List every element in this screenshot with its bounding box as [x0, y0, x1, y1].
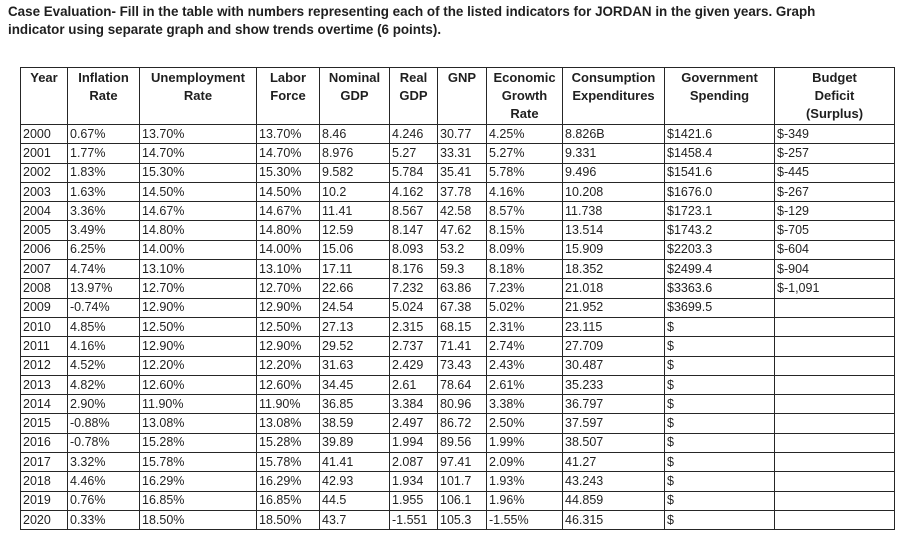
cell-real-gdp: 2.315 — [390, 317, 438, 336]
cell-budget-deficit: $-904 — [775, 260, 895, 279]
table-row — [21, 163, 895, 182]
table-row — [21, 240, 895, 259]
table-row — [21, 182, 895, 201]
cell-economic-growth-rate: 7.23% — [487, 279, 563, 298]
cell-labor-force: 14.80% — [257, 221, 320, 240]
cell-gnp: 68.15 — [438, 317, 487, 336]
cell-government-spending: $1421.6 — [665, 125, 775, 144]
table-row — [21, 414, 895, 433]
cell-budget-deficit: $-349 — [775, 125, 895, 144]
cell-budget-deficit: $-445 — [775, 163, 895, 182]
header-label: Year — [30, 70, 58, 85]
cell-economic-growth-rate: 5.27% — [487, 144, 563, 163]
cell-real-gdp: 1.955 — [390, 491, 438, 510]
cell-budget-deficit: $-257 — [775, 144, 895, 163]
cell-consumption-expenditures: 37.597 — [563, 414, 665, 433]
cell-consumption-expenditures: 41.27 — [563, 453, 665, 472]
cell-government-spending: $ — [665, 433, 775, 452]
cell-labor-force: 14.50% — [257, 182, 320, 201]
table-row — [21, 317, 895, 336]
cell-economic-growth-rate: 4.16% — [487, 182, 563, 201]
cell-labor-force: 15.30% — [257, 163, 320, 182]
header-label: Inflation — [78, 70, 129, 85]
cell-inflation-rate: -0.88% — [68, 414, 140, 433]
cell-consumption-expenditures: 46.315 — [563, 510, 665, 529]
cell-economic-growth-rate: 1.93% — [487, 472, 563, 491]
header-label: Rate — [89, 88, 118, 103]
cell-gnp: 89.56 — [438, 433, 487, 452]
cell-consumption-expenditures: 21.018 — [563, 279, 665, 298]
cell-economic-growth-rate: 1.96% — [487, 491, 563, 510]
cell-labor-force: 14.67% — [257, 202, 320, 221]
cell-consumption-expenditures: 35.233 — [563, 375, 665, 394]
cell-unemployment-rate: 14.80% — [140, 221, 257, 240]
cell-year: 2009 — [21, 298, 68, 317]
cell-year: 2005 — [21, 221, 68, 240]
header-economic-growth-rate — [487, 68, 563, 125]
cell-consumption-expenditures: 9.496 — [563, 163, 665, 182]
heading-line-1: Case Evaluation- Fill in the table with numbers representing each of the listed indicators for JORDAN in the given years. Graph — [8, 4, 816, 19]
table-row — [21, 433, 895, 452]
cell-budget-deficit — [775, 510, 895, 529]
cell-labor-force: 12.70% — [257, 279, 320, 298]
header-real-gdp — [390, 68, 438, 125]
cell-inflation-rate: 4.52% — [68, 356, 140, 375]
cell-unemployment-rate: 18.50% — [140, 510, 257, 529]
cell-consumption-expenditures: 21.952 — [563, 298, 665, 317]
cell-gnp: 63.86 — [438, 279, 487, 298]
cell-consumption-expenditures: 23.115 — [563, 317, 665, 336]
cell-government-spending: $1541.6 — [665, 163, 775, 182]
cell-economic-growth-rate: 2.09% — [487, 453, 563, 472]
cell-year: 2020 — [21, 510, 68, 529]
cell-gnp: 71.41 — [438, 337, 487, 356]
cell-labor-force: 12.20% — [257, 356, 320, 375]
header-nominal-gdp — [320, 68, 390, 125]
cell-labor-force: 11.90% — [257, 395, 320, 414]
cell-gnp: 59.3 — [438, 260, 487, 279]
cell-government-spending: $ — [665, 453, 775, 472]
header-label: (Surplus) — [805, 106, 864, 121]
cell-consumption-expenditures: 27.709 — [563, 337, 665, 356]
cell-gnp: 47.62 — [438, 221, 487, 240]
cell-economic-growth-rate: 8.09% — [487, 240, 563, 259]
header-label: Expenditures — [572, 88, 655, 103]
table-row — [21, 453, 895, 472]
cell-year: 2016 — [21, 433, 68, 452]
cell-year: 2017 — [21, 453, 68, 472]
cell-budget-deficit — [775, 433, 895, 452]
cell-nominal-gdp: 11.41 — [320, 202, 390, 221]
cell-real-gdp: 2.429 — [390, 356, 438, 375]
cell-real-gdp: 5.024 — [390, 298, 438, 317]
cell-gnp: 35.41 — [438, 163, 487, 182]
cell-consumption-expenditures: 15.909 — [563, 240, 665, 259]
cell-gnp: 42.58 — [438, 202, 487, 221]
cell-year: 2007 — [21, 260, 68, 279]
cell-consumption-expenditures: 8.826B — [563, 125, 665, 144]
cell-unemployment-rate: 14.70% — [140, 144, 257, 163]
cell-labor-force: 13.08% — [257, 414, 320, 433]
cell-budget-deficit — [775, 414, 895, 433]
cell-unemployment-rate: 12.70% — [140, 279, 257, 298]
table-row — [21, 472, 895, 491]
cell-real-gdp: 8.147 — [390, 221, 438, 240]
header-label: Rate — [510, 106, 539, 121]
cell-year: 2001 — [21, 144, 68, 163]
cell-inflation-rate: 1.77% — [68, 144, 140, 163]
cell-inflation-rate: 4.85% — [68, 317, 140, 336]
table-row — [21, 202, 895, 221]
cell-economic-growth-rate: 2.50% — [487, 414, 563, 433]
cell-budget-deficit — [775, 317, 895, 336]
cell-budget-deficit — [775, 337, 895, 356]
cell-budget-deficit — [775, 298, 895, 317]
table-row — [21, 221, 895, 240]
cell-labor-force: 12.90% — [257, 337, 320, 356]
cell-nominal-gdp: 8.46 — [320, 125, 390, 144]
header-label: Unemployment — [151, 70, 245, 85]
cell-nominal-gdp: 31.63 — [320, 356, 390, 375]
table-row — [21, 375, 895, 394]
cell-gnp: 30.77 — [438, 125, 487, 144]
cell-inflation-rate: 3.49% — [68, 221, 140, 240]
cell-gnp: 97.41 — [438, 453, 487, 472]
cell-nominal-gdp: 36.85 — [320, 395, 390, 414]
header-label: Labor — [269, 70, 307, 85]
table-header-row — [21, 68, 895, 125]
cell-government-spending: $1458.4 — [665, 144, 775, 163]
cell-real-gdp: 1.994 — [390, 433, 438, 452]
cell-unemployment-rate: 16.29% — [140, 472, 257, 491]
cell-gnp: 67.38 — [438, 298, 487, 317]
cell-government-spending: $1723.1 — [665, 202, 775, 221]
cell-budget-deficit: $-604 — [775, 240, 895, 259]
cell-inflation-rate: 3.32% — [68, 453, 140, 472]
cell-government-spending: $2499.4 — [665, 260, 775, 279]
cell-budget-deficit: $-129 — [775, 202, 895, 221]
table-row — [21, 510, 895, 529]
cell-economic-growth-rate: 2.74% — [487, 337, 563, 356]
cell-consumption-expenditures: 18.352 — [563, 260, 665, 279]
cell-inflation-rate: 4.46% — [68, 472, 140, 491]
cell-nominal-gdp: 15.06 — [320, 240, 390, 259]
cell-real-gdp: 7.232 — [390, 279, 438, 298]
header-label: Spending — [689, 88, 750, 103]
cell-inflation-rate: 2.90% — [68, 395, 140, 414]
cell-real-gdp: 2.737 — [390, 337, 438, 356]
header-label: Deficit — [814, 88, 855, 103]
cell-government-spending: $ — [665, 414, 775, 433]
cell-inflation-rate: 13.97% — [68, 279, 140, 298]
cell-nominal-gdp: 17.11 — [320, 260, 390, 279]
cell-inflation-rate: 3.36% — [68, 202, 140, 221]
header-label: Government — [681, 70, 758, 85]
cell-economic-growth-rate: 8.57% — [487, 202, 563, 221]
table-row — [21, 125, 895, 144]
cell-inflation-rate: 6.25% — [68, 240, 140, 259]
cell-budget-deficit — [775, 375, 895, 394]
cell-nominal-gdp: 12.59 — [320, 221, 390, 240]
cell-unemployment-rate: 14.50% — [140, 182, 257, 201]
cell-government-spending: $2203.3 — [665, 240, 775, 259]
cell-nominal-gdp: 41.41 — [320, 453, 390, 472]
cell-real-gdp: 2.61 — [390, 375, 438, 394]
cell-economic-growth-rate: 2.43% — [487, 356, 563, 375]
cell-real-gdp: 8.567 — [390, 202, 438, 221]
cell-labor-force: 16.85% — [257, 491, 320, 510]
cell-unemployment-rate: 15.28% — [140, 433, 257, 452]
cell-labor-force: 14.70% — [257, 144, 320, 163]
header-label: Real — [399, 70, 428, 85]
cell-government-spending: $ — [665, 317, 775, 336]
table-row — [21, 491, 895, 510]
cell-nominal-gdp: 38.59 — [320, 414, 390, 433]
cell-unemployment-rate: 14.67% — [140, 202, 257, 221]
cell-year: 2018 — [21, 472, 68, 491]
cell-unemployment-rate: 13.70% — [140, 125, 257, 144]
cell-real-gdp: 5.27 — [390, 144, 438, 163]
case-evaluation-heading — [8, 3, 888, 39]
cell-labor-force: 16.29% — [257, 472, 320, 491]
cell-budget-deficit: $-1,091 — [775, 279, 895, 298]
header-label: Nominal — [328, 70, 381, 85]
cell-labor-force: 12.60% — [257, 375, 320, 394]
header-label: Budget — [812, 70, 857, 85]
cell-unemployment-rate: 13.10% — [140, 260, 257, 279]
cell-budget-deficit — [775, 395, 895, 414]
cell-unemployment-rate: 15.78% — [140, 453, 257, 472]
cell-economic-growth-rate: 8.15% — [487, 221, 563, 240]
cell-consumption-expenditures: 13.514 — [563, 221, 665, 240]
cell-gnp: 80.96 — [438, 395, 487, 414]
cell-inflation-rate: 4.82% — [68, 375, 140, 394]
cell-government-spending: $ — [665, 491, 775, 510]
cell-budget-deficit: $-705 — [775, 221, 895, 240]
header-year — [21, 68, 68, 125]
header-label: GNP — [447, 70, 477, 85]
header-gnp — [438, 68, 487, 125]
header-label: Growth — [501, 88, 548, 103]
table-row — [21, 144, 895, 163]
cell-consumption-expenditures: 9.331 — [563, 144, 665, 163]
cell-budget-deficit: $-267 — [775, 182, 895, 201]
header-unemployment-rate — [140, 68, 257, 125]
cell-labor-force: 12.90% — [257, 298, 320, 317]
cell-real-gdp: 4.162 — [390, 182, 438, 201]
cell-unemployment-rate: 14.00% — [140, 240, 257, 259]
header-label: Economic — [493, 70, 556, 85]
cell-government-spending: $ — [665, 510, 775, 529]
cell-budget-deficit — [775, 491, 895, 510]
cell-consumption-expenditures: 44.859 — [563, 491, 665, 510]
cell-inflation-rate: 0.67% — [68, 125, 140, 144]
cell-year: 2010 — [21, 317, 68, 336]
cell-labor-force: 18.50% — [257, 510, 320, 529]
header-budget-deficit — [775, 68, 895, 125]
cell-real-gdp: 3.384 — [390, 395, 438, 414]
cell-inflation-rate: 0.33% — [68, 510, 140, 529]
cell-nominal-gdp: 24.54 — [320, 298, 390, 317]
cell-nominal-gdp: 10.2 — [320, 182, 390, 201]
cell-unemployment-rate: 12.90% — [140, 337, 257, 356]
heading-line-2: indicator using separate graph and show trends overtime (6 points). — [8, 22, 442, 37]
cell-real-gdp: 4.246 — [390, 125, 438, 144]
cell-gnp: 105.3 — [438, 510, 487, 529]
cell-government-spending: $ — [665, 375, 775, 394]
cell-gnp: 73.43 — [438, 356, 487, 375]
table-row — [21, 337, 895, 356]
cell-inflation-rate: 1.83% — [68, 163, 140, 182]
cell-unemployment-rate: 15.30% — [140, 163, 257, 182]
cell-unemployment-rate: 12.90% — [140, 298, 257, 317]
cell-real-gdp: 1.934 — [390, 472, 438, 491]
cell-consumption-expenditures: 43.243 — [563, 472, 665, 491]
cell-unemployment-rate: 12.50% — [140, 317, 257, 336]
cell-budget-deficit — [775, 472, 895, 491]
cell-economic-growth-rate: 5.78% — [487, 163, 563, 182]
table-row — [21, 298, 895, 317]
cell-unemployment-rate: 13.08% — [140, 414, 257, 433]
cell-nominal-gdp: 8.976 — [320, 144, 390, 163]
cell-economic-growth-rate: -1.55% — [487, 510, 563, 529]
cell-nominal-gdp: 42.93 — [320, 472, 390, 491]
cell-year: 2008 — [21, 279, 68, 298]
cell-nominal-gdp: 22.66 — [320, 279, 390, 298]
cell-year: 2003 — [21, 182, 68, 201]
cell-economic-growth-rate: 3.38% — [487, 395, 563, 414]
cell-inflation-rate: 4.16% — [68, 337, 140, 356]
cell-year: 2012 — [21, 356, 68, 375]
cell-economic-growth-rate: 2.31% — [487, 317, 563, 336]
cell-government-spending: $3699.5 — [665, 298, 775, 317]
cell-year: 2013 — [21, 375, 68, 394]
cell-economic-growth-rate: 4.25% — [487, 125, 563, 144]
cell-consumption-expenditures: 11.738 — [563, 202, 665, 221]
cell-consumption-expenditures: 10.208 — [563, 182, 665, 201]
cell-inflation-rate: 1.63% — [68, 182, 140, 201]
cell-gnp: 78.64 — [438, 375, 487, 394]
cell-year: 2002 — [21, 163, 68, 182]
cell-economic-growth-rate: 8.18% — [487, 260, 563, 279]
table-row — [21, 356, 895, 375]
cell-labor-force: 12.50% — [257, 317, 320, 336]
cell-real-gdp: 5.784 — [390, 163, 438, 182]
cell-government-spending: $ — [665, 356, 775, 375]
cell-labor-force: 14.00% — [257, 240, 320, 259]
table-body — [21, 125, 895, 530]
cell-labor-force: 13.70% — [257, 125, 320, 144]
cell-unemployment-rate: 16.85% — [140, 491, 257, 510]
cell-inflation-rate: 4.74% — [68, 260, 140, 279]
cell-nominal-gdp: 43.7 — [320, 510, 390, 529]
cell-government-spending: $ — [665, 337, 775, 356]
cell-gnp: 101.7 — [438, 472, 487, 491]
cell-nominal-gdp: 9.582 — [320, 163, 390, 182]
cell-labor-force: 15.28% — [257, 433, 320, 452]
cell-inflation-rate: 0.76% — [68, 491, 140, 510]
cell-budget-deficit — [775, 453, 895, 472]
cell-real-gdp: -1.551 — [390, 510, 438, 529]
cell-government-spending: $ — [665, 395, 775, 414]
header-government-spending — [665, 68, 775, 125]
cell-year: 2000 — [21, 125, 68, 144]
header-label: Force — [270, 88, 306, 103]
cell-economic-growth-rate: 5.02% — [487, 298, 563, 317]
cell-year: 2006 — [21, 240, 68, 259]
cell-government-spending: $ — [665, 472, 775, 491]
cell-labor-force: 13.10% — [257, 260, 320, 279]
cell-gnp: 86.72 — [438, 414, 487, 433]
cell-year: 2019 — [21, 491, 68, 510]
cell-government-spending: $1676.0 — [665, 182, 775, 201]
cell-year: 2015 — [21, 414, 68, 433]
cell-nominal-gdp: 44.5 — [320, 491, 390, 510]
cell-budget-deficit — [775, 356, 895, 375]
cell-year: 2011 — [21, 337, 68, 356]
cell-consumption-expenditures: 30.487 — [563, 356, 665, 375]
jordan-indicators-table — [20, 67, 895, 530]
header-label: Rate — [183, 88, 213, 103]
cell-inflation-rate: -0.78% — [68, 433, 140, 452]
cell-economic-growth-rate: 2.61% — [487, 375, 563, 394]
cell-labor-force: 15.78% — [257, 453, 320, 472]
cell-nominal-gdp: 39.89 — [320, 433, 390, 452]
cell-year: 2004 — [21, 202, 68, 221]
cell-real-gdp: 8.176 — [390, 260, 438, 279]
cell-government-spending: $1743.2 — [665, 221, 775, 240]
cell-nominal-gdp: 29.52 — [320, 337, 390, 356]
cell-gnp: 53.2 — [438, 240, 487, 259]
cell-unemployment-rate: 12.20% — [140, 356, 257, 375]
header-label: Consumption — [571, 70, 656, 85]
table-row — [21, 260, 895, 279]
cell-gnp: 106.1 — [438, 491, 487, 510]
cell-nominal-gdp: 27.13 — [320, 317, 390, 336]
cell-consumption-expenditures: 36.797 — [563, 395, 665, 414]
cell-real-gdp: 8.093 — [390, 240, 438, 259]
cell-unemployment-rate: 12.60% — [140, 375, 257, 394]
cell-consumption-expenditures: 38.507 — [563, 433, 665, 452]
header-label: GDP — [399, 88, 428, 103]
cell-nominal-gdp: 34.45 — [320, 375, 390, 394]
header-labor-force — [257, 68, 320, 125]
cell-year: 2014 — [21, 395, 68, 414]
cell-unemployment-rate: 11.90% — [140, 395, 257, 414]
cell-gnp: 37.78 — [438, 182, 487, 201]
cell-economic-growth-rate: 1.99% — [487, 433, 563, 452]
table-row — [21, 395, 895, 414]
cell-real-gdp: 2.087 — [390, 453, 438, 472]
cell-government-spending: $3363.6 — [665, 279, 775, 298]
header-label: GDP — [340, 88, 369, 103]
header-inflation-rate — [68, 68, 140, 125]
header-consumption-expenditures — [563, 68, 665, 125]
table-row — [21, 279, 895, 298]
cell-gnp: 33.31 — [438, 144, 487, 163]
cell-inflation-rate: -0.74% — [68, 298, 140, 317]
cell-real-gdp: 2.497 — [390, 414, 438, 433]
